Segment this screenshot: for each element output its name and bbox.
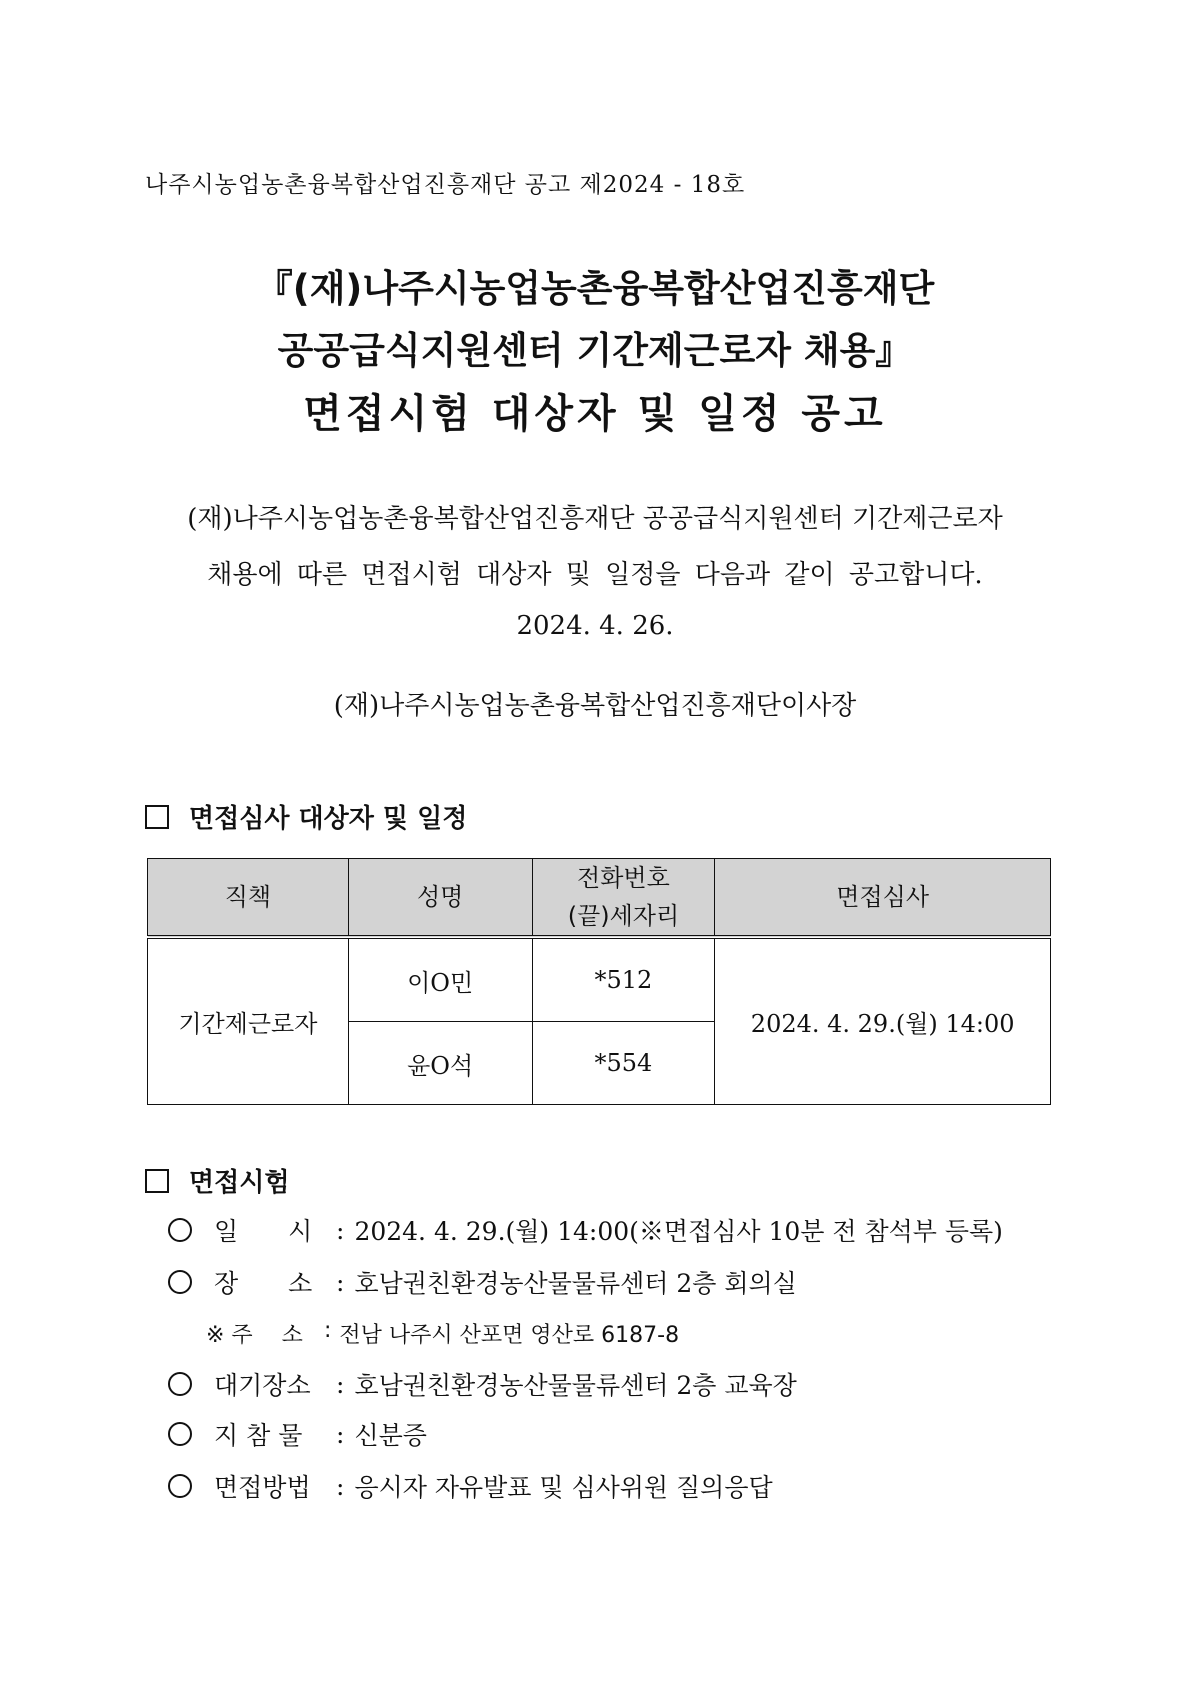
header-phone-line-1: 전화번호 xyxy=(577,864,670,892)
list-item-items-to-bring xyxy=(168,1416,427,1452)
list-item-interview-method xyxy=(168,1468,773,1504)
cell-phone: *512 xyxy=(532,937,715,1022)
header-name: 성명 xyxy=(348,859,532,938)
intro-line-1: (재)나주시농업농촌융복합산업진흥재단 공공급식지원센터 기간제근로자 xyxy=(187,504,1003,534)
item-separator: : xyxy=(336,1369,345,1399)
section-title: 면접심사 대상자 및 일정 xyxy=(189,804,468,834)
square-bullet-icon xyxy=(145,805,169,829)
cell-name: 윤O석 xyxy=(348,1022,532,1105)
cell-interview-datetime: 2024. 4. 29.(월) 14:00 xyxy=(715,937,1051,1105)
item-separator: : xyxy=(336,1471,345,1501)
note-label: ※ 주 소 xyxy=(206,1323,303,1348)
circle-bullet-icon xyxy=(168,1218,192,1242)
item-separator: : xyxy=(336,1215,345,1245)
cell-name: 이O민 xyxy=(348,937,532,1022)
schedule-table xyxy=(147,858,1051,1105)
item-value: 호남권친환경농산물물류센터 2층 교육장 xyxy=(354,1371,797,1400)
title-line-2: 공공급식지원센터 기간제근로자 채용』 xyxy=(277,329,913,372)
address-note xyxy=(206,1318,679,1349)
list-item-location xyxy=(168,1264,797,1300)
notice-number: 나주시농업농촌융복합산업진흥재단 공고 제2024 - 18호 xyxy=(145,172,746,198)
circle-bullet-icon xyxy=(168,1422,192,1446)
section-title: 면접시험 xyxy=(189,1168,290,1198)
item-label: 일 시 xyxy=(214,1217,313,1246)
header-phone-line-2: (끝)세자리 xyxy=(567,902,680,930)
header-phone xyxy=(532,859,715,938)
item-label: 대기장소 xyxy=(214,1371,311,1400)
cell-position: 기간제근로자 xyxy=(148,937,349,1105)
section-heading-interview xyxy=(145,1162,289,1199)
note-separator: : xyxy=(324,1318,332,1343)
item-value: 호남권친환경농산물물류센터 2층 회의실 xyxy=(354,1269,797,1298)
table-row xyxy=(148,937,1051,1022)
item-separator: : xyxy=(336,1419,345,1449)
item-value: 신분증 xyxy=(354,1421,427,1450)
item-label: 장 소 xyxy=(214,1269,313,1298)
circle-bullet-icon xyxy=(168,1372,192,1396)
item-label: 면접방법 xyxy=(214,1473,311,1502)
item-value: 2024. 4. 29.(월) 14:00(※면접심사 10분 전 참석부 등록) xyxy=(354,1217,1003,1246)
item-separator: : xyxy=(336,1267,345,1297)
header-interview: 면접심사 xyxy=(715,859,1051,938)
note-value: 전남 나주시 산포면 영산로 6187-8 xyxy=(339,1323,680,1348)
title-line-3: 면접시험 대상자 및 일정 공고 xyxy=(303,391,887,437)
notice-date: 2024. 4. 26. xyxy=(516,611,674,641)
intro-line-2: 채용에 따른 면접시험 대상자 및 일정을 다음과 같이 공고합니다. xyxy=(207,560,983,590)
title-line-1: 『(재)나주시농업농촌융복합산업진흥재단 xyxy=(255,267,935,310)
item-value: 응시자 자유발표 및 심사위원 질의응답 xyxy=(354,1473,773,1502)
header-position: 직책 xyxy=(148,859,349,938)
table-header-row xyxy=(148,859,1051,938)
circle-bullet-icon xyxy=(168,1270,192,1294)
list-item-waiting-area xyxy=(168,1366,797,1402)
circle-bullet-icon xyxy=(168,1474,192,1498)
list-item-datetime xyxy=(168,1212,1003,1248)
item-label: 지 참 물 xyxy=(214,1421,303,1450)
issuer: (재)나주시농업농촌융복합산업진흥재단이사장 xyxy=(333,691,857,721)
cell-phone: *554 xyxy=(532,1022,715,1105)
square-bullet-icon xyxy=(145,1169,169,1193)
section-heading-schedule xyxy=(145,798,467,835)
